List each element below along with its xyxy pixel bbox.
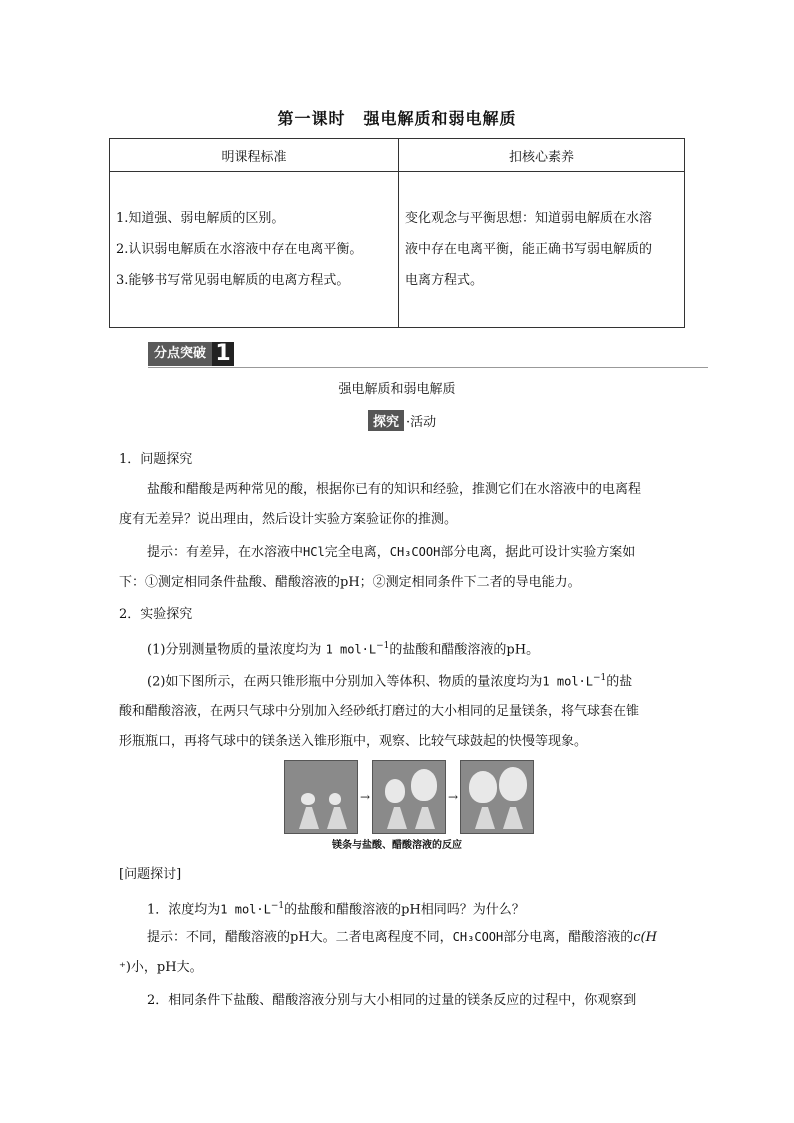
answer-text: 部分电离，醋酸溶液的 (503, 930, 634, 945)
standards-table (109, 138, 685, 328)
banner-tag (148, 342, 256, 366)
hint-text: 提示：有差异，在水溶液中 (147, 545, 304, 560)
step-line: 酸和醋酸溶液，在两只气球中分别加入经砂纸打磨过的大小相同的足量镁条，将气球套在锥 (119, 704, 640, 720)
answer-line: ⁺)小，pH大。 (119, 960, 203, 975)
q1-heading: 1．问题探究 (119, 452, 193, 467)
q2-step1 (119, 631, 679, 665)
page-title (0, 106, 794, 129)
q2-step2 (119, 663, 679, 757)
explore-suffix: ·活动 (406, 415, 437, 430)
step-line: 形瓶瓶口，再将气球中的镁条送入锥形瓶中，观察、比较气球鼓起的快慢等现象。 (119, 734, 588, 750)
standard-item: 2.认识弱电解质在水溶液中存在电离平衡。 (116, 242, 363, 257)
unit: 1 mol·L (220, 902, 271, 917)
hint-text: 完全电离， (324, 545, 390, 560)
experiment-photo-before (284, 760, 358, 834)
answer-formula: CH₃COOH (452, 930, 504, 944)
discussion-heading: [问题探讨] (119, 867, 182, 882)
arrow-icon: → (359, 790, 371, 804)
hint-text: 部分电离，据此可设计实验方案如 (440, 545, 636, 560)
banner-divider (148, 367, 708, 368)
curriculum-standards-cell (110, 172, 399, 328)
q1-body-line: 盐酸和醋酸是两种常见的酸，根据你已有的知识和经验，推测它们在水溶液中的电离程 (147, 482, 642, 497)
experiment-figure (284, 760, 534, 834)
question-text: 的盐酸和醋酸溶液的pH相同吗？为什么？ (284, 902, 525, 918)
hint-formula: CH₃COOH (389, 545, 441, 559)
literacy-line: 电离方程式。 (405, 273, 484, 288)
unit-superscript: −1 (376, 641, 390, 651)
standard-item: 1.知道强、弱电解质的区别。 (116, 211, 285, 226)
answer-formula: c(H (633, 930, 657, 945)
left-header: 明课程标准 (110, 139, 399, 172)
explore-box: 探究 (368, 410, 404, 431)
literacy-line: 变化观念与平衡思想：知道弱电解质在水溶 (405, 211, 653, 226)
discussion-a1 (119, 922, 679, 983)
unit-superscript: −1 (593, 673, 607, 683)
step-text: (1)分别测量物质的量浓度均为 (147, 642, 322, 658)
step-text: 的盐 (606, 674, 633, 690)
step-text: 的盐酸和醋酸溶液的pH。 (389, 642, 540, 658)
arrow-icon: → (447, 790, 459, 804)
hint-formula: HCl (303, 545, 325, 559)
core-literacy-cell (399, 172, 685, 328)
experiment-photo-middle (372, 760, 446, 834)
banner-text: 分点突破 (148, 342, 212, 366)
section-title: 强电解质和弱电解质 (338, 382, 456, 397)
lesson-number: 第一课时 (277, 109, 346, 128)
banner-number: 1 (212, 342, 234, 366)
right-header: 扣核心素养 (399, 139, 685, 172)
q1-hint (119, 537, 679, 598)
q1-body (119, 475, 679, 535)
q2-heading: 2．实验探究 (119, 607, 193, 622)
unit: 1 mol·L (325, 642, 377, 657)
question-text: 1．浓度均为 (147, 902, 221, 918)
experiment-photo-after (460, 760, 534, 834)
unit-superscript: −1 (270, 901, 285, 911)
unit: 1 mol·L (542, 674, 593, 689)
discussion-q1 (119, 891, 679, 925)
literacy-line: 液中存在电离平衡，能正确书写弱电解质的 (405, 242, 653, 257)
lesson-title: 强电解质和弱电解质 (363, 109, 517, 128)
hint-line: 下：①测定相同条件盐酸、醋酸溶液的pH；②测定相同条件下二者的导电能力。 (119, 575, 581, 590)
section-banner (148, 340, 708, 370)
answer-text: 提示：不同，醋酸溶液的pH大。二者电离程度不同， (147, 930, 453, 945)
discussion-q2: 2．相同条件下盐酸、醋酸溶液分别与大小相同的过量的镁条反应的过程中，你观察到 (147, 993, 637, 1008)
q1-body-line: 度有无差异？说出理由，然后设计实验方案验证你的推测。 (119, 512, 458, 527)
explore-activity-label (368, 410, 436, 431)
standard-item: 3.能够书写常见弱电解质的电离方程式。 (116, 273, 350, 288)
figure-caption: 镁条与盐酸、醋酸溶液的反应 (332, 840, 462, 851)
step-text: (2)如下图所示，在两只锥形瓶中分别加入等体积、物质的量浓度均为 (147, 674, 543, 690)
